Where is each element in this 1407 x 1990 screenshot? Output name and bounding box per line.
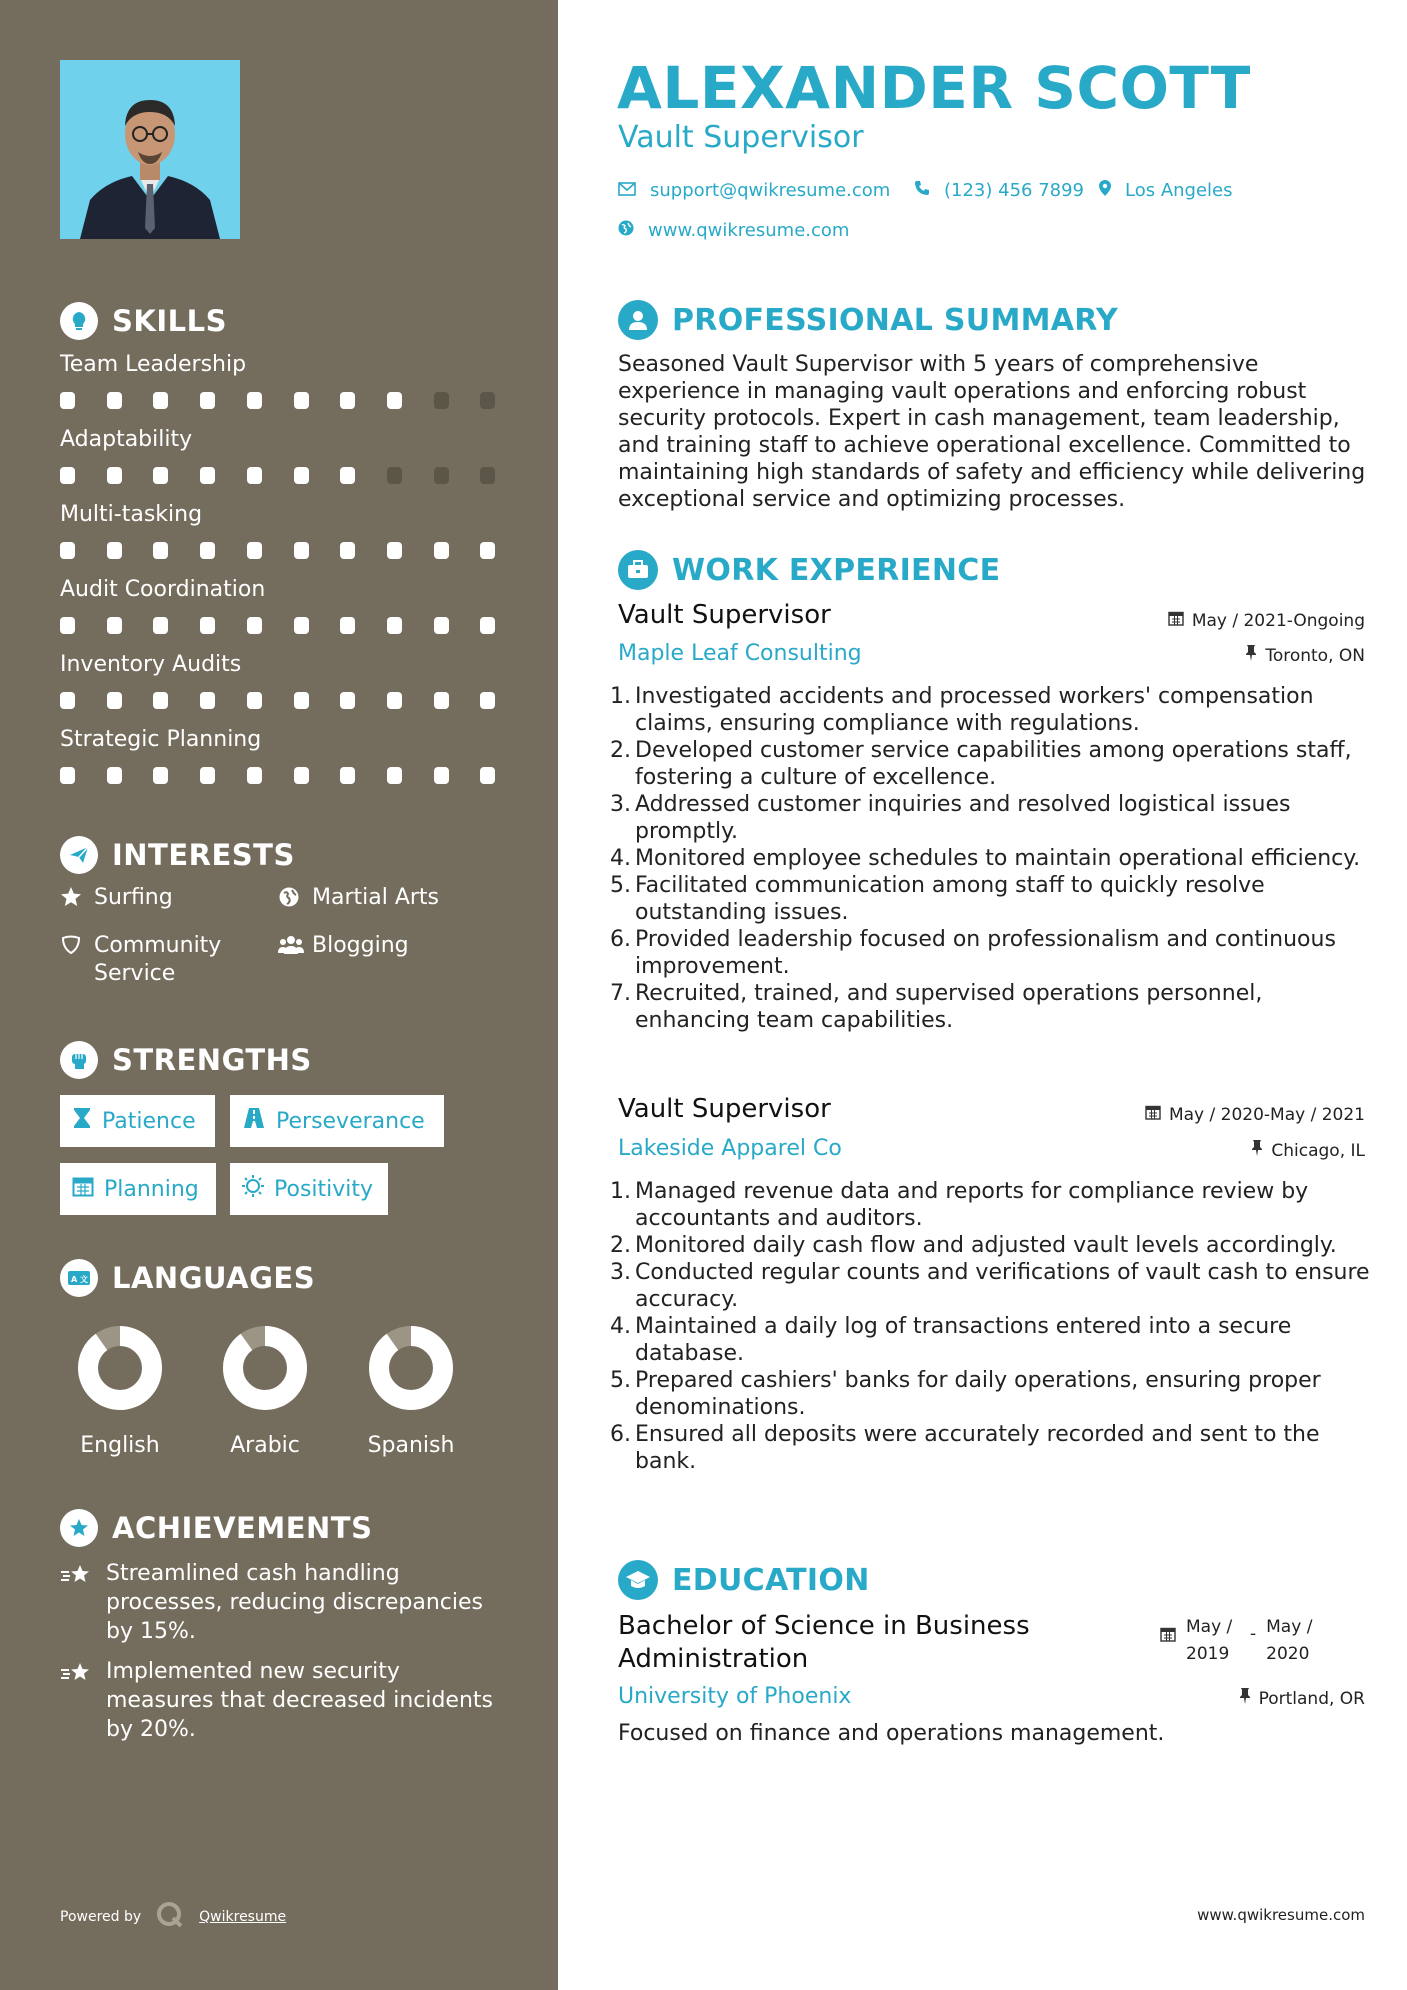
skill-dot — [294, 767, 309, 784]
skill-dot — [434, 692, 449, 709]
job-bullets — [610, 1178, 1370, 1475]
email-text: support@qwikresume.com — [650, 180, 891, 201]
skill-dot — [480, 542, 495, 559]
strength-badge — [230, 1095, 444, 1147]
contact-location — [1099, 180, 1233, 201]
interest-label: Surfing — [94, 885, 173, 910]
skill-dot — [480, 617, 495, 634]
interests-heading — [60, 836, 295, 874]
language-name: Arabic — [230, 1433, 300, 1458]
skill-dot — [200, 392, 215, 409]
skill-dot — [107, 767, 122, 784]
interest-label: Martial Arts — [312, 885, 440, 910]
skill-item — [60, 425, 500, 455]
language-ring-fill — [379, 1336, 443, 1400]
skill-dot — [247, 617, 262, 634]
contact-email[interactable] — [618, 180, 890, 201]
education-school: University of Phoenix — [618, 1684, 852, 1709]
interests-heading-text: INTERESTS — [112, 838, 295, 872]
skill-dot — [387, 617, 402, 634]
language-ring-fill — [233, 1336, 297, 1400]
person-portrait-icon — [60, 60, 240, 239]
skill-name: Adaptability — [60, 427, 193, 452]
skill-dot — [434, 767, 449, 784]
summary-heading — [618, 300, 1118, 340]
location-text: Los Angeles — [1125, 180, 1233, 201]
job-bullet-text: Recruited, trained, and supervised operations personnel, enhancing team capabilities. — [635, 981, 1263, 1033]
job-bullet-text: Monitored employee schedules to maintain operational efficiency. — [635, 846, 1361, 871]
job-location — [1245, 645, 1365, 666]
job-bullet-text: Ensured all deposits were accurately recorded and sent to the bank. — [635, 1422, 1320, 1474]
skill-item — [60, 350, 500, 380]
skill-dot — [107, 617, 122, 634]
experience-heading — [618, 550, 1000, 590]
calendar-icon — [1160, 1614, 1176, 1668]
skill-dot — [387, 767, 402, 784]
calendar-icon — [72, 1175, 94, 1203]
interest-item — [60, 884, 260, 916]
languages-heading-text: LANGUAGES — [112, 1261, 316, 1295]
sidebar — [0, 0, 558, 1990]
job-bullet: 3. Addressed customer inquiries and resolved logistical issues promptly. — [618, 791, 1370, 845]
skill-dot — [200, 467, 215, 484]
skill-dot — [480, 692, 495, 709]
summary-heading-text: PROFESSIONAL SUMMARY — [672, 302, 1119, 338]
skill-dot — [294, 392, 309, 409]
skill-name: Inventory Audits — [60, 652, 242, 677]
star-icon — [60, 884, 84, 916]
language-item — [55, 1325, 185, 1458]
skill-item — [60, 650, 500, 680]
job-location-text: Chicago, IL — [1271, 1140, 1365, 1161]
education-end: May / 2020 — [1266, 1617, 1313, 1664]
candidate-role: Vault Supervisor — [618, 120, 864, 155]
skill-dot — [60, 767, 75, 784]
skill-item — [60, 725, 500, 755]
education-degree: Bachelor of Science in Business Administration — [618, 1611, 1030, 1674]
achievement-text: Streamlined cash handling processes, reducing discrepancies by 15%. — [106, 1561, 483, 1644]
skill-dot — [153, 542, 168, 559]
strengths-heading — [60, 1041, 312, 1079]
skill-dot — [200, 542, 215, 559]
user-icon — [618, 300, 658, 340]
shooting-star-icon — [60, 1559, 96, 1646]
language-ring-fill — [88, 1336, 152, 1400]
job-bullet-text: Addressed customer inquiries and resolved logistical issues promptly. — [635, 792, 1291, 844]
education-location-text: Portland, OR — [1258, 1688, 1365, 1709]
education-heading — [618, 1560, 870, 1600]
education-dates — [1160, 1614, 1320, 1668]
job-bullet-text: Developed customer service capabilities among operations staff, fostering a culture of excellence. — [635, 738, 1352, 790]
skill-dot — [153, 467, 168, 484]
skill-dot — [153, 392, 168, 409]
achievement-item — [60, 1559, 510, 1646]
skill-rating — [60, 692, 500, 710]
education-location — [1239, 1688, 1365, 1709]
skill-dot — [200, 767, 215, 784]
experience-heading-text: WORK EXPERIENCE — [672, 552, 1001, 588]
skill-rating — [60, 392, 500, 410]
strength-label: Perseverance — [276, 1108, 425, 1134]
skill-name: Team Leadership — [60, 352, 247, 377]
language-name: English — [80, 1433, 160, 1458]
job-bullet: 1. Managed revenue data and reports for compliance review by accountants and auditors. — [618, 1178, 1370, 1232]
job-bullet-text: Conducted regular counts and verifications of vault cash to ensure accuracy. — [635, 1260, 1370, 1312]
skill-dot — [294, 542, 309, 559]
skill-dot — [153, 617, 168, 634]
education-date-separator: - — [1250, 1624, 1257, 1644]
skill-dot — [434, 542, 449, 559]
road-icon — [242, 1107, 266, 1135]
job-title: Vault Supervisor — [618, 600, 831, 630]
job-company: Lakeside Apparel Co — [618, 1136, 842, 1161]
skills-heading — [60, 302, 227, 340]
skill-dot — [340, 467, 355, 484]
job-bullet-text: Maintained a daily log of transactions entered into a secure database. — [635, 1314, 1292, 1366]
shooting-star-icon — [60, 1657, 96, 1744]
skill-dot — [387, 542, 402, 559]
contact-phone[interactable] — [914, 180, 1084, 201]
skill-dot — [247, 467, 262, 484]
job-bullet: 4. Monitored employee schedules to maintain operational efficiency. — [610, 846, 1361, 871]
sun-icon — [242, 1175, 264, 1203]
strength-badge — [230, 1163, 388, 1215]
achievement-text: Implemented new security measures that decreased incidents by 20%. — [106, 1659, 493, 1742]
footer-website[interactable]: www.qwikresume.com — [1197, 1906, 1365, 1924]
skill-dot — [480, 392, 495, 409]
website-text: www.qwikresume.com — [648, 220, 850, 241]
main-content — [558, 0, 1407, 1990]
skill-item — [60, 575, 500, 605]
job-bullet: 7. Recruited, trained, and supervised operations personnel, enhancing team capabilities. — [618, 980, 1370, 1034]
achievement-item — [60, 1657, 510, 1744]
skill-dot — [60, 542, 75, 559]
job-title: Vault Supervisor — [618, 1094, 831, 1124]
skill-dot — [60, 392, 75, 409]
skill-name: Audit Coordination — [60, 577, 266, 602]
skill-rating — [60, 467, 500, 485]
skill-name: Strategic Planning — [60, 727, 262, 752]
skill-dot — [294, 617, 309, 634]
job-bullet-text: Facilitated communication among staff to quickly resolve outstanding issues. — [635, 873, 1265, 925]
strengths-heading-text: STRENGTHS — [112, 1043, 312, 1077]
job-dates — [1145, 1104, 1365, 1125]
phone-text: (123) 456 7899 — [944, 180, 1085, 201]
skill-dot — [60, 692, 75, 709]
skills-heading-text: SKILLS — [112, 304, 227, 338]
job-location-text: Toronto, ON — [1265, 645, 1365, 666]
globe-icon — [278, 884, 302, 916]
pushpin-icon — [1239, 1688, 1251, 1709]
education-heading-text: EDUCATION — [672, 1562, 870, 1598]
skill-dot — [434, 392, 449, 409]
job-bullet-text: Managed revenue data and reports for compliance review by accountants and auditors. — [635, 1179, 1309, 1231]
translate-icon — [60, 1259, 98, 1297]
svg-text:A: A — [71, 1275, 78, 1284]
job-company: Maple Leaf Consulting — [618, 641, 862, 666]
pushpin-icon — [1251, 1140, 1263, 1161]
job-bullet: 1. Investigated accidents and processed workers' compensation claims, ensuring compliance with regulations. — [618, 683, 1370, 737]
candidate-name: ALEXANDER SCOTT — [617, 54, 1251, 122]
skill-dot — [153, 692, 168, 709]
skill-dot — [340, 392, 355, 409]
skill-dot — [434, 467, 449, 484]
job-bullet: 2. Developed customer service capabilities among operations staff, fostering a culture of excellence. — [618, 737, 1370, 791]
skill-dot — [247, 767, 262, 784]
skill-dot — [107, 692, 122, 709]
skill-dot — [480, 767, 495, 784]
skill-dot — [294, 692, 309, 709]
map-pin-icon — [1099, 180, 1111, 201]
interest-item — [60, 932, 260, 988]
job-bullet: 5. Facilitated communication among staff to quickly resolve outstanding issues. — [618, 872, 1370, 926]
skill-dot — [60, 617, 75, 634]
job-bullets — [610, 683, 1370, 1034]
strength-label: Planning — [104, 1176, 199, 1202]
contact-website[interactable] — [618, 220, 849, 241]
shield-icon — [60, 932, 84, 988]
job-bullet: 6. Ensured all deposits were accurately recorded and sent to the bank. — [618, 1421, 1370, 1475]
skill-dot — [60, 467, 75, 484]
language-name: Spanish — [367, 1433, 455, 1458]
strength-badge — [60, 1095, 215, 1147]
skill-dot — [340, 692, 355, 709]
fist-icon — [60, 1041, 98, 1079]
globe-icon — [618, 220, 634, 241]
language-item — [346, 1325, 476, 1458]
job-bullet: 2. Monitored daily cash flow and adjusted vault levels accordingly. — [610, 1233, 1337, 1258]
skill-dot — [387, 392, 402, 409]
achievements-heading — [60, 1509, 372, 1547]
strength-label: Patience — [102, 1108, 196, 1134]
skill-dot — [200, 617, 215, 634]
medal-icon — [60, 1509, 98, 1547]
job-dates-text: May / 2021-Ongoing — [1191, 610, 1365, 631]
pushpin-icon — [1245, 645, 1257, 666]
calendar-icon — [1145, 1104, 1161, 1125]
paper-plane-icon — [60, 836, 98, 874]
education-start: May / 2019 — [1186, 1617, 1233, 1664]
skill-rating — [60, 767, 500, 785]
skill-dot — [434, 617, 449, 634]
job-bullet-text: Investigated accidents and processed workers' compensation claims, ensuring compliance with regulations. — [635, 684, 1314, 736]
skill-dot — [247, 542, 262, 559]
languages-heading — [60, 1259, 315, 1297]
lightbulb-icon — [60, 302, 98, 340]
job-bullet: 5. Prepared cashiers' banks for daily operations, ensuring proper denominations. — [618, 1367, 1370, 1421]
education-description: Focused on finance and operations management. — [618, 1721, 1165, 1746]
users-icon — [278, 932, 302, 964]
language-item — [200, 1325, 330, 1458]
skill-name: Multi-tasking — [60, 502, 203, 527]
profile-photo — [60, 60, 240, 239]
skill-dot — [200, 692, 215, 709]
skill-dot — [247, 392, 262, 409]
interest-label: Blogging — [312, 933, 409, 958]
phone-icon — [914, 180, 930, 201]
skill-dot — [340, 767, 355, 784]
powered-by-text: Powered by — [60, 1909, 142, 1925]
briefcase-icon — [618, 550, 658, 590]
job-bullet-text: Provided leadership focused on professionalism and continuous improvement. — [635, 927, 1336, 979]
skill-dot — [107, 467, 122, 484]
skill-dot — [480, 467, 495, 484]
hourglass-icon — [72, 1107, 92, 1135]
skill-dot — [387, 692, 402, 709]
skill-item — [60, 500, 500, 530]
skill-dot — [107, 542, 122, 559]
interest-item — [278, 932, 518, 964]
strength-label: Positivity — [274, 1176, 374, 1202]
skill-dot — [247, 692, 262, 709]
skill-dot — [340, 542, 355, 559]
job-dates — [1168, 610, 1365, 631]
job-bullet-text: Monitored daily cash flow and adjusted vault levels accordingly. — [635, 1233, 1337, 1258]
job-bullet-text: Prepared cashiers' banks for daily operations, ensuring proper denominations. — [635, 1368, 1321, 1420]
achievements-heading-text: ACHIEVEMENTS — [112, 1511, 373, 1545]
language-ring — [77, 1325, 163, 1411]
powered-by — [60, 1900, 286, 1934]
job-bullet: 4. Maintained a daily log of transactions entered into a secure database. — [618, 1313, 1370, 1367]
calendar-icon — [1168, 610, 1184, 631]
language-ring — [368, 1325, 454, 1411]
summary-text: Seasoned Vault Supervisor with 5 years of comprehensive experience in managing vault operations and enforcing robust security protocols. Expert in cash management, team leadership, and training staff to achieve operational excellence. Committed to maintaining high standards of safety and efficiency while delivering exceptional service and optimizing processes. — [618, 352, 1366, 512]
job-bullet: 3. Conducted regular counts and verifications of vault cash to ensure accuracy. — [610, 1260, 1370, 1312]
qwikresume-logo-icon — [155, 1900, 185, 1934]
interest-item — [278, 884, 518, 916]
skill-dot — [153, 767, 168, 784]
graduation-cap-icon — [618, 1560, 658, 1600]
skill-dot — [107, 392, 122, 409]
interest-label: Community Service — [94, 933, 222, 986]
job-location — [1251, 1140, 1365, 1161]
skill-dot — [340, 617, 355, 634]
language-ring — [222, 1325, 308, 1411]
skill-rating — [60, 542, 500, 560]
skill-rating — [60, 617, 500, 635]
skill-dot — [387, 467, 402, 484]
qwikresume-link[interactable]: Qwikresume — [199, 1909, 287, 1925]
svg-text:文: 文 — [80, 1275, 88, 1284]
strength-badge — [60, 1163, 216, 1215]
envelope-icon — [618, 180, 636, 201]
job-dates-text: May / 2020-May / 2021 — [1168, 1104, 1365, 1125]
job-bullet: 6. Provided leadership focused on professionalism and continuous improvement. — [618, 926, 1370, 980]
skill-dot — [294, 467, 309, 484]
